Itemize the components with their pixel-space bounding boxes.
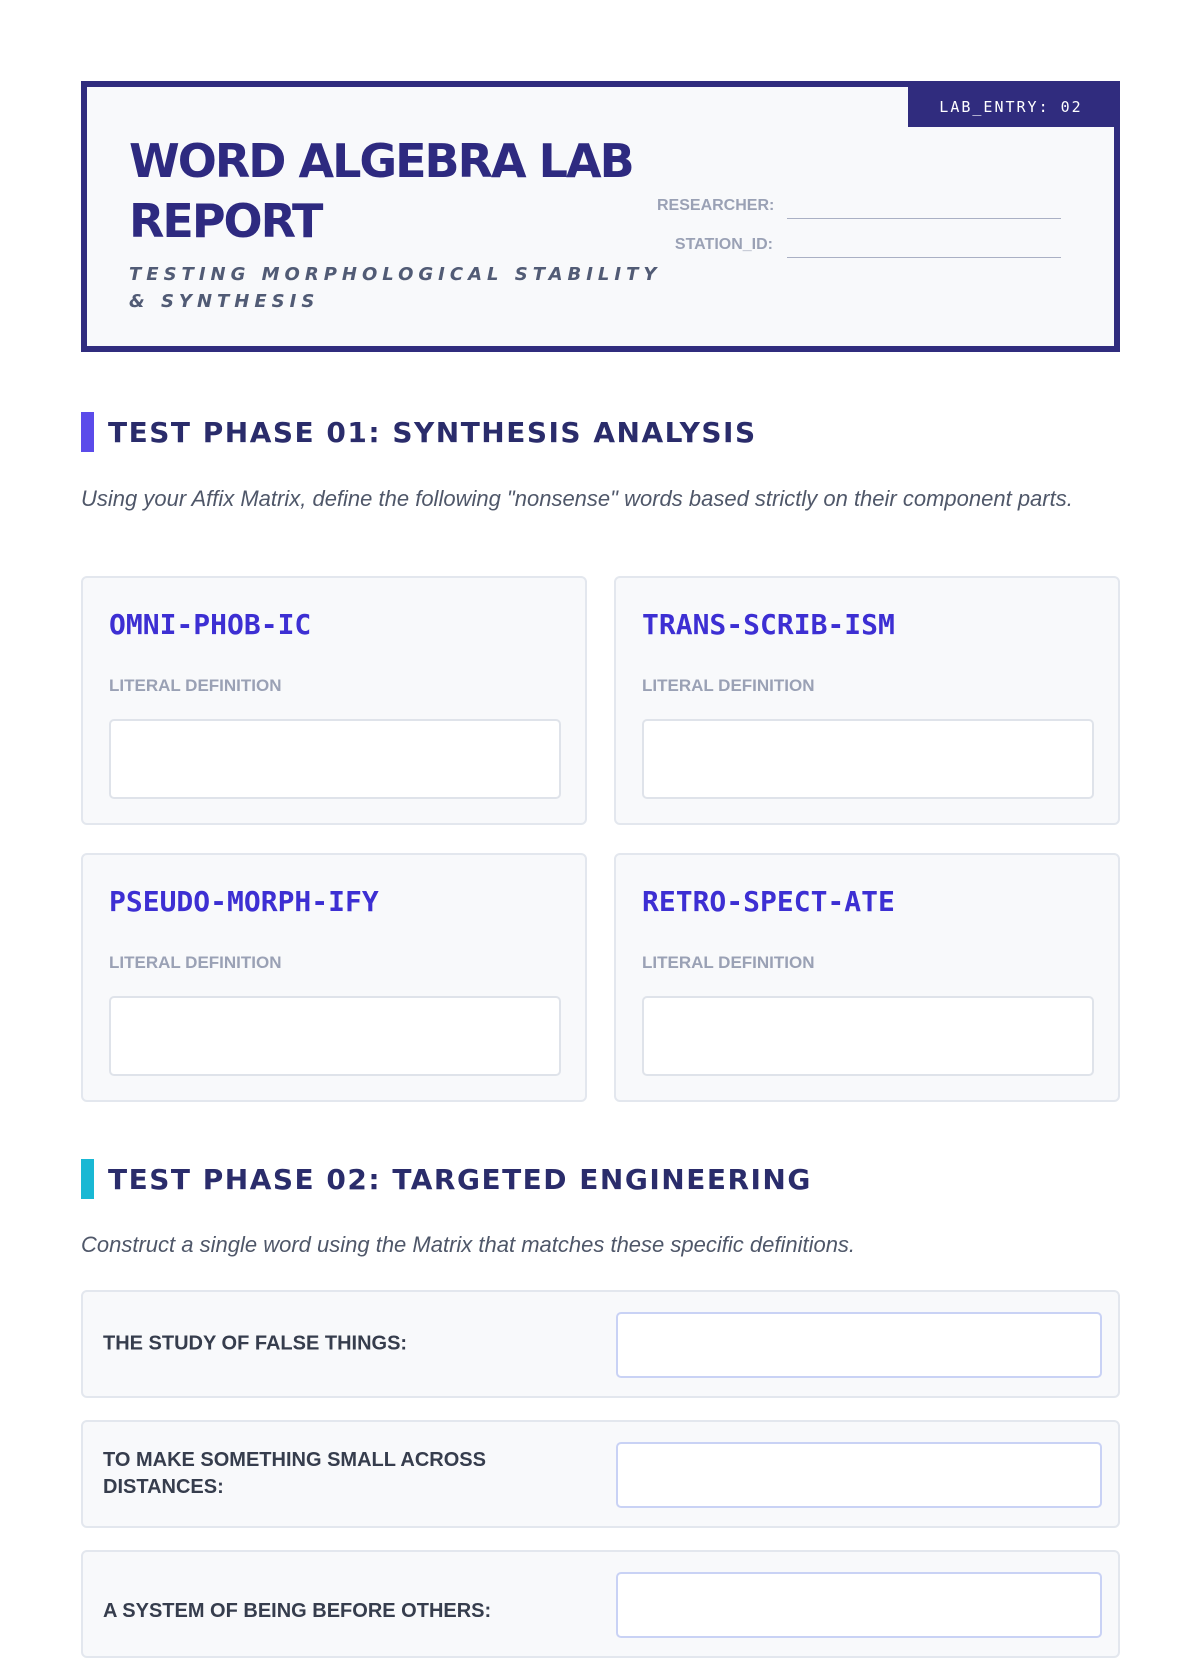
definition-label: A SYSTEM OF BEING BEFORE OTHERS: xyxy=(103,1600,492,1622)
lab-report-header xyxy=(81,81,1120,352)
station-id-label: STATION_ID: xyxy=(674,236,773,253)
phase-2-instructions: Construct a single word using the Matrix that matches these specific definitions. xyxy=(81,1232,856,1257)
literal-definition-label: LITERAL DEFINITION xyxy=(109,676,282,695)
literal-definition-label: LITERAL DEFINITION xyxy=(642,676,815,695)
literal-definition-input[interactable] xyxy=(109,996,561,1076)
word-card xyxy=(81,576,587,825)
page-title: WORD ALGEBRA LAB REPORT xyxy=(129,134,633,248)
literal-definition-input[interactable] xyxy=(642,996,1094,1076)
word-term: RETRO-SPECT-ATE xyxy=(642,885,895,918)
constructed-word-input[interactable] xyxy=(616,1442,1102,1508)
researcher-row xyxy=(657,191,1061,219)
researcher-field[interactable] xyxy=(787,195,1061,219)
definition-row xyxy=(81,1550,1120,1658)
lab-entry-tag: LAB_ENTRY: 02 xyxy=(908,87,1114,127)
phase-1-header xyxy=(81,412,757,452)
definition-row xyxy=(81,1420,1120,1528)
station-row xyxy=(657,230,1061,258)
constructed-word-input[interactable] xyxy=(616,1572,1102,1638)
definition-label: TO MAKE SOMETHING SMALL ACROSS DISTANCES: xyxy=(103,1449,486,1498)
word-term: TRANS-SCRIB-ISM xyxy=(642,608,895,641)
phase-1-title: TEST PHASE 01: SYNTHESIS ANALYSIS xyxy=(108,415,757,449)
phase-2-title: TEST PHASE 02: TARGETED ENGINEERING xyxy=(108,1162,812,1196)
phase-1-instructions: Using your Affix Matrix, define the following "nonsense" words based strictly on their component parts. xyxy=(81,486,1073,511)
word-card xyxy=(81,853,587,1102)
word-card xyxy=(614,576,1120,825)
word-card xyxy=(614,853,1120,1102)
literal-definition-input[interactable] xyxy=(109,719,561,799)
phase-2-header xyxy=(81,1159,812,1199)
page-subtitle: TESTING MORPHOLOGICAL STABILITY & SYNTHESIS xyxy=(129,264,662,312)
literal-definition-label: LITERAL DEFINITION xyxy=(642,953,815,972)
definition-row xyxy=(81,1290,1120,1398)
constructed-word-input[interactable] xyxy=(616,1312,1102,1378)
station-id-field[interactable] xyxy=(787,234,1061,258)
literal-definition-input[interactable] xyxy=(642,719,1094,799)
literal-definition-label: LITERAL DEFINITION xyxy=(109,953,282,972)
title-block xyxy=(129,131,689,315)
phase-2-accent-bar xyxy=(81,1159,94,1199)
word-term: OMNI-PHOB-IC xyxy=(109,608,312,641)
phase-1-accent-bar xyxy=(81,412,94,452)
definition-label: THE STUDY OF FALSE THINGS: xyxy=(103,1332,408,1355)
word-term: PSEUDO-MORPH-IFY xyxy=(109,885,379,918)
researcher-label: RESEARCHER: xyxy=(657,197,775,214)
